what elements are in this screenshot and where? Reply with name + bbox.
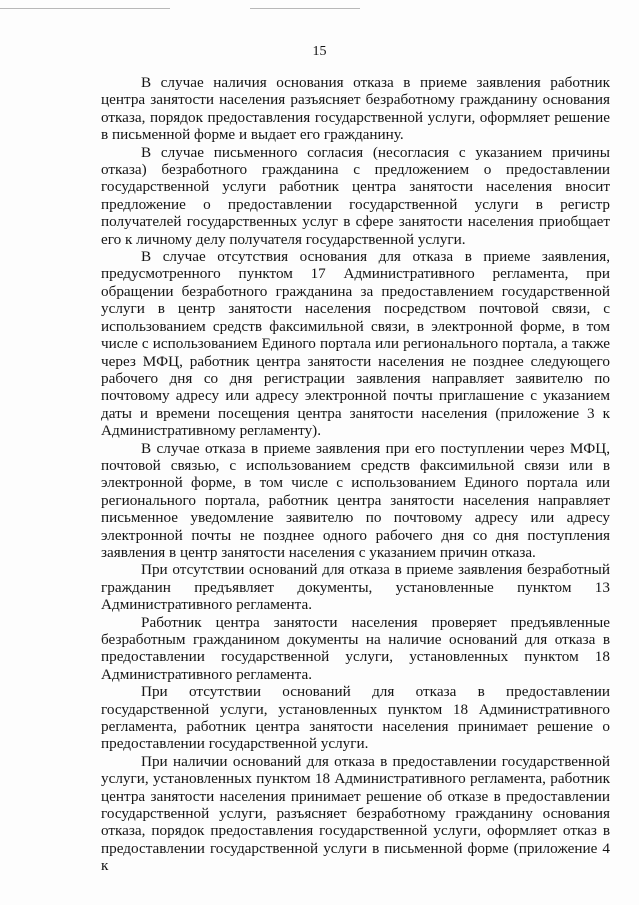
paragraph: При отсутствии оснований для отказа в предоставлении государственной услуги, установленных пунктом 18 Административного регламента, работник центра занятости населения принимает решение о предоставлении государственной услуги. (101, 683, 610, 753)
scan-edge-mark (250, 8, 360, 9)
paragraph: В случае отсутствия основания для отказа в приеме заявления, предусмотренного пунктом 17 Административного регламента, при обращении безработного гражданина за предоставлением государственной услуги в центр занятости населения посредством почтовой связи, с использованием средств факсимильной связи, в электронной форме, в том числе с использованием Единого портала или регионального портала, а также через МФЦ, работник центра занятости населения не позднее следующего рабочего дня со дня регистрации заявления направляет заявителю по почтовому адресу или адресу электронной почты приглашение с указанием даты и времени посещения центра занятости населения (приложение 3 к Административному регламенту). (101, 248, 610, 440)
paragraph: В случае письменного согласия (несогласия с указанием причины отказа) безработного гражданина с предложением о предоставлении государственной услуги работник центра занятости населения вносит предложение о предоставлении государственной услуги в регистр получателей государственных услуг в сфере занятости населения приобщает его к личному делу получателя государственной услуги. (101, 143, 610, 248)
paragraph: Работник центра занятости населения проверяет предъявленные безработным гражданином документы на наличие оснований для отказа в предоставлении государственной услуги, установленных пунктом 18 Административного регламента. (101, 613, 610, 683)
paragraph: При отсутствии оснований для отказа в приеме заявления безработный гражданин предъявляет документы, установленные пунктом 13 Административного регламента. (101, 561, 610, 614)
page-number: 15 (312, 44, 327, 59)
paragraph: В случае наличия основания отказа в приеме заявления работник центра занятости населения разъясняет безработному гражданину основания отказа, порядок предоставления государственной услуги, оформляет решение в письменной форме и выдает его гражданину. (101, 74, 610, 144)
scan-edge-mark (0, 8, 170, 9)
paragraph: В случае отказа в приеме заявления при его поступлении через МФЦ, почтовой связью, с использованием средств факсимильной связи или в электронной форме, в том числе с использованием Единого портала или регионального портала, работник центра занятости населения направляет письменное уведомление заявителю по почтовому адресу или адресу электронной почты не позднее одного рабочего дня со дня поступления заявления в центр занятости населения с указанием причин отказа. (101, 439, 610, 561)
document-body (101, 74, 610, 875)
paragraph: При наличии оснований для отказа в предоставлении государственной услуги, установленных пунктом 18 Административного регламента, работник центра занятости населения принимает решение об отказе в предоставлении государственной услуги, разъясняет безработному гражданину основания отказа, порядок предоставления государственной услуги, оформляет отказ в предоставлении государственной услуги в письменной форме (приложение 4 к (101, 752, 610, 875)
